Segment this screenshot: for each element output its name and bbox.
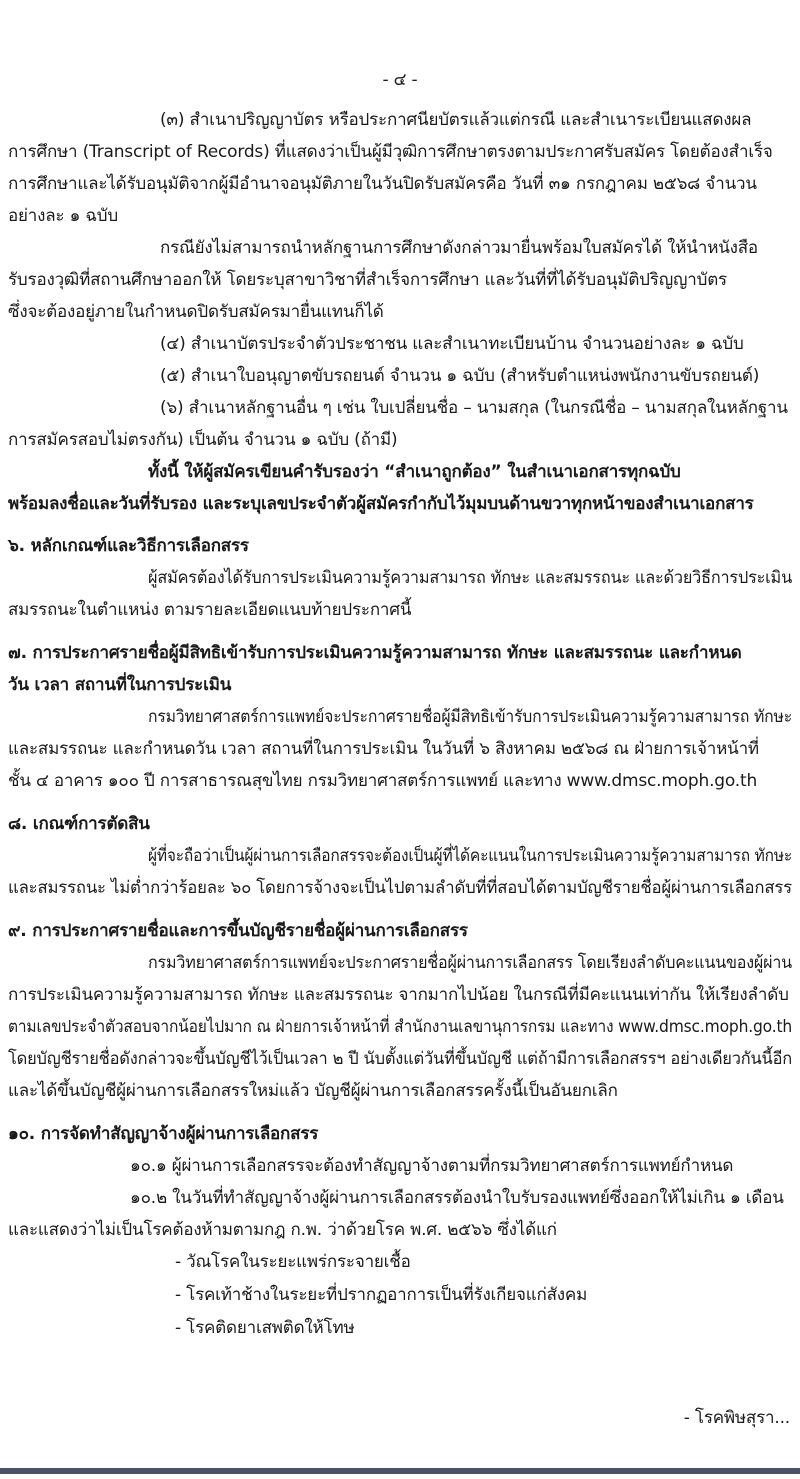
section-heading: ๑๐. การจัดทำสัญญาจ้างผู้ผ่านการเลือกสรร [8, 1124, 319, 1144]
paragraph-line: กรมวิทยาศาสตร์การแพทย์จะประกาศรายชื่อผู้ผ่านการเลือกสรร โดยเรียงลำดับคะแนนของผู้ผ่าน [148, 953, 792, 973]
paragraph-line: ผู้สมัครต้องได้รับการประเมินความรู้ความสามารถ ทักษะ และสมรรถนะ และด้วยวิธีการประเมิน [148, 568, 792, 588]
section-heading: ๘. เกณฑ์การตัดสิน [8, 814, 150, 834]
paragraph-line: ๑๐.๑ ผู้ผ่านการเลือกสรรจะต้องทำสัญญาจ้างตามที่กรมวิทยาศาสตร์การแพทย์กำหนด [130, 1156, 734, 1176]
list-item: - โรคติดยาเสพติดให้โทษ [175, 1318, 355, 1338]
paragraph-line: ๑๐.๒ ในวันที่ทำสัญญาจ้างผู้ผ่านการเลือกสรรต้องนำใบรับรองแพทย์ซึ่งออกให้ไม่เกิน ๑ เดือน [130, 1188, 784, 1208]
page-number: - ๔ - [382, 70, 418, 90]
paragraph-line: (๓) สำเนาปริญญาบัตร หรือประกาศนียบัตรแล้วแต่กรณี และสำเนาระเบียนแสดงผล [160, 110, 752, 130]
paragraph-line: การศึกษา (Transcript of Records) ที่แสดงว่าเป็นผู้มีวุฒิการศึกษาตรงตามประกาศรับสมัคร โดยต้องสำเร็จ [8, 142, 773, 162]
paragraph-line: และสมรรถนะ และกำหนดวัน เวลา สถานที่ในการประเมิน ในวันที่ ๖ สิงหาคม ๒๕๖๘ ณ ฝ่ายการเจ้าหน้าที่ [8, 739, 759, 759]
section-heading: วัน เวลา สถานที่ในการประเมิน [8, 675, 232, 695]
certification-note: ทั้งนี้ ให้ผู้สมัครเขียนคำรับรองว่า “สำเนาถูกต้อง” ในสำเนาเอกสารทุกฉบับ [148, 462, 681, 482]
paragraph-line: กรณียังไม่สามารถนำหลักฐานการศึกษาดังกล่าวมายื่นพร้อมใบสมัครได้ ให้นำหนังสือ [160, 238, 758, 258]
section-heading: ๙. การประกาศรายชื่อและการขึ้นบัญชีรายชื่อผู้ผ่านการเลือกสรร [8, 921, 468, 941]
list-item: (๔) สำเนาบัตรประจำตัวประชาชน และสำเนาทะเบียนบ้าน จำนวนอย่างละ ๑ ฉบับ [160, 334, 744, 354]
paragraph-line: ชั้น ๔ อาคาร ๑๐๐ ปี การสาธารณสุขไทย กรมวิทยาศาสตร์การแพทย์ และทาง www.dmsc.moph.go.th [8, 771, 758, 791]
paragraph-line: กรมวิทยาศาสตร์การแพทย์จะประกาศรายชื่อผู้มีสิทธิเข้ารับการประเมินความรู้ความสามารถ ทักษะ [148, 707, 792, 727]
paragraph-line: การสมัครสอบไม่ตรงกัน) เป็นต้น จำนวน ๑ ฉบับ (ถ้ามี) [8, 430, 398, 450]
paragraph-line: โดยบัญชีรายชื่อดังกล่าวจะขึ้นบัญชีไว้เป็นเวลา ๒ ปี นับตั้งแต่วันที่ขึ้นบัญชี แต่ถ้ามีการเลือกสรรฯ อย่างเดียวกันนี้อีก [8, 1049, 793, 1069]
paragraph-line: และได้ขึ้นบัญชีผู้ผ่านการเลือกสรรใหม่แล้ว บัญชีผู้ผ่านการเลือกสรรครั้งนี้เป็นอันยกเลิก [8, 1081, 618, 1101]
paragraph-line: การประเมินความรู้ความสามารถ ทักษะ และสมรรถนะ จากมากไปน้อย ในกรณีที่มีคะแนนเท่ากัน ให้เรียงลำดับ [8, 985, 789, 1005]
list-item: (๕) สำเนาใบอนุญาตขับรถยนต์ จำนวน ๑ ฉบับ (สำหรับตำแหน่งพนักงานขับรถยนต์) [160, 366, 760, 386]
list-item: (๖) สำเนาหลักฐานอื่น ๆ เช่น ใบเปลี่ยนชื่อ – นามสกุล (ในกรณีชื่อ – นามสกุลในหลักฐาน [160, 398, 788, 418]
paragraph-line: ตามเลขประจำตัวสอบจากน้อยไปมาก ณ ฝ่ายการเจ้าหน้าที่ สำนักงานเลขานุการกรม และทาง www.dmsc.moph.go.th [8, 1017, 793, 1037]
section-heading: ๗. การประกาศรายชื่อผู้มีสิทธิเข้ารับการประเมินความรู้ความสามารถ ทักษะ และสมรรถนะ และกำหนด [8, 643, 742, 663]
paragraph-line: ซึ่งจะต้องอยู่ภายในกำหนดปิดรับสมัครมายื่นแทนก็ได้ [8, 302, 384, 322]
continued-text: - โรคพิษสุรา... [683, 1408, 790, 1428]
page-bottom-border [0, 1468, 800, 1474]
list-item: - โรคเท้าช้างในระยะที่ปรากฏอาการเป็นที่รังเกียจแก่สังคม [175, 1285, 588, 1305]
paragraph-line: อย่างละ ๑ ฉบับ [8, 206, 118, 226]
paragraph-line: รับรองวุฒิที่สถานศึกษาออกให้ โดยระบุสาขาวิชาที่สำเร็จการศึกษา และวันที่ที่ได้รับอนุมัติปริญญาบัตร [8, 270, 727, 290]
paragraph-line: สมรรถนะในตำแหน่ง ตามรายละเอียดแนบท้ายประกาศนี้ [8, 600, 412, 620]
list-item: - วัณโรคในระยะแพร่กระจายเชื้อ [175, 1252, 411, 1272]
paragraph-line: การศึกษาและได้รับอนุมัติจากผู้มีอำนาจอนุมัติภายในวันปิดรับสมัครคือ วันที่ ๓๑ กรกฎาคม ๒๕๖๘ จำนวน [8, 174, 757, 194]
paragraph-line: และแสดงว่าไม่เป็นโรคต้องห้ามตามกฎ ก.พ. ว่าด้วยโรค พ.ศ. ๒๕๖๖ ซึ่งได้แก่ [8, 1220, 557, 1240]
section-heading: ๖. หลักเกณฑ์และวิธีการเลือกสรร [8, 536, 249, 556]
paragraph-line: และสมรรถนะ ไม่ต่ำกว่าร้อยละ ๖๐ โดยการจ้างจะเป็นไปตามลำดับที่ที่สอบได้ตามบัญชีรายชื่อผู้ผ่านการเลือกสรร [8, 878, 792, 898]
certification-note: พร้อมลงชื่อและวันที่รับรอง และระบุเลขประจำตัวผู้สมัครกำกับไว้มุมบนด้านขวาทุกหน้าของสำเนาเอกสาร [8, 494, 754, 514]
paragraph-line: ผู้ที่จะถือว่าเป็นผู้ผ่านการเลือกสรรจะต้องเป็นผู้ที่ได้คะแนนในการประเมินความรู้ความสามารถ ทักษะ [148, 846, 793, 866]
